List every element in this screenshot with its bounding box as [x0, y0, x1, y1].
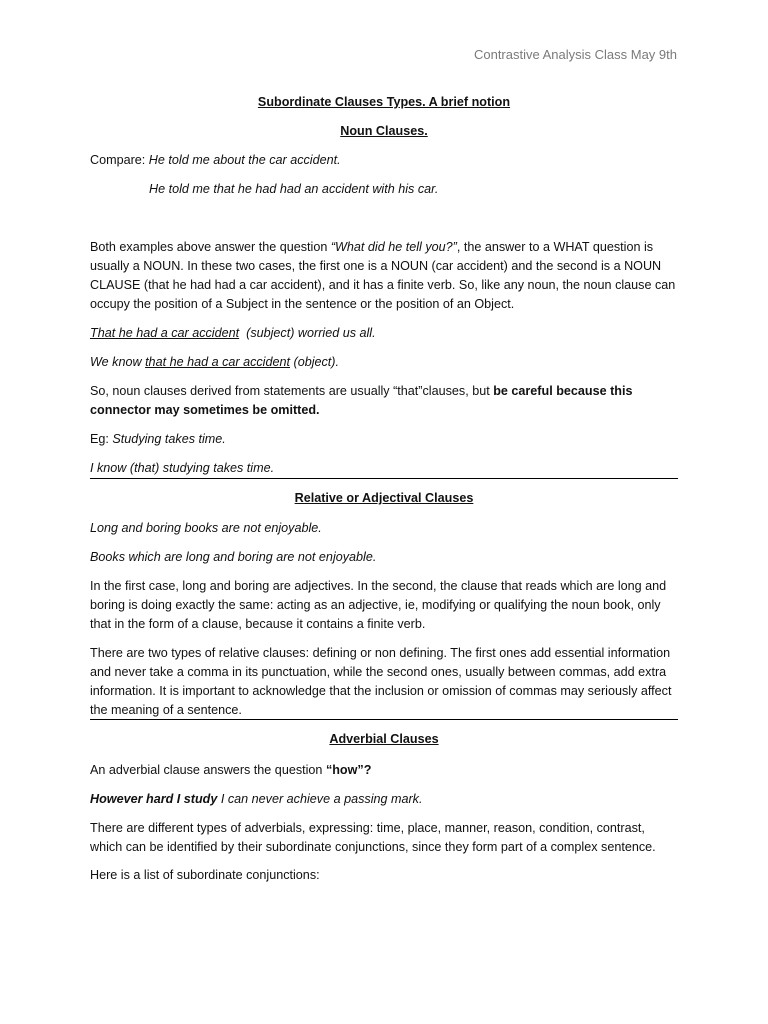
object-pre: We know — [90, 355, 146, 369]
relative-example-2: Books which are long and boring are not enjoyable. — [90, 550, 377, 564]
subject-example — [90, 324, 678, 343]
noun-paragraph-1 — [90, 238, 678, 314]
object-clause: that he had a car accident — [145, 355, 290, 369]
noun-para-question: “What did he tell you?” — [330, 240, 457, 254]
relative-paragraph-1: In the first case, long and boring are adjectives. In the second, the clause that reads which are long and boring is doing exactly the same: acting as an adjective, ie, modifying or qualifying the noun book, only that in the form of a clause, because it contains a finite verb. — [90, 579, 667, 631]
compare-line — [90, 151, 678, 170]
adverbial-question — [90, 761, 678, 780]
adverbial-question-text: An adverbial clause answers the question — [90, 763, 326, 777]
eg-example-2: I know (that) studying takes time. — [90, 461, 275, 475]
relative-example-2-line — [90, 548, 678, 567]
document-title: Subordinate Clauses Types. A brief notion — [257, 95, 511, 109]
noun-example-2-line — [149, 180, 678, 199]
subject-clause: That he had a car accident — [90, 326, 240, 340]
eg-line — [90, 430, 678, 449]
noun-example-1: He told me about the car accident. — [148, 153, 341, 167]
noun-example-2: He told me that he had had an accident with his car. — [149, 182, 439, 196]
adverbial-example-rest: I can never achieve a passing mark. — [217, 792, 423, 806]
careful-text: So, noun clauses derived from statements are usually “that”clauses, but — [90, 384, 494, 398]
adverbial-clauses-heading: Adverbial Clauses — [329, 732, 439, 746]
adverbial-paragraph: There are different types of adverbials, expressing: time, place, manner, reason, condition, contrast, which can be identified by their subordinate conjunctions, since they form part of a complex sentence. — [90, 821, 656, 854]
section-divider — [90, 478, 678, 479]
relative-example-1: Long and boring books are not enjoyable. — [90, 521, 322, 535]
adverbial-question-bold: “how”? — [325, 763, 372, 777]
noun-para-text-b: , the answer to a WHAT question is usually a NOUN. In these two cases, the first one is a NOUN (car accident) and the second is a NOUN CLAUSE (that he had had a car accident), and it has a finite verb. So, like any noun, the noun clause can occupy the position of a Subject in the sentence or the position of an Object. — [90, 240, 676, 311]
noun-clauses-heading: Noun Clauses. — [340, 124, 428, 138]
eg-example-1: Studying takes time. — [112, 432, 226, 446]
page-header: Contrastive Analysis Class May 9th — [473, 47, 677, 62]
adverbial-example — [90, 790, 678, 809]
subject-rest: (subject) worried us all. — [239, 326, 376, 340]
object-rest: (object). — [290, 355, 339, 369]
eg-line-2 — [90, 459, 678, 478]
section-divider — [90, 719, 678, 720]
object-example — [90, 353, 678, 372]
careful-paragraph — [90, 382, 678, 420]
adverbial-example-bold: However hard I study — [90, 792, 218, 806]
noun-para-text-a: Both examples above answer the question — [90, 240, 331, 254]
careful-bold: be careful because this connector may sometimes be omitted. — [90, 384, 633, 417]
compare-label: Compare: — [90, 153, 149, 167]
relative-paragraph-2: There are two types of relative clauses: defining or non defining. The first ones add essential information and never take a comma in its punctuation, while the second ones, usually between commas, add extra information. It is important to acknowledge that the inclusion or omission of commas may seriously affect the meaning of a sentence. — [90, 646, 672, 717]
relative-clauses-heading: Relative or Adjectival Clauses — [294, 491, 474, 505]
conjunctions-intro: Here is a list of subordinate conjunctions: — [90, 868, 320, 882]
eg-label: Eg: — [90, 432, 113, 446]
relative-example-1-line — [90, 519, 678, 538]
